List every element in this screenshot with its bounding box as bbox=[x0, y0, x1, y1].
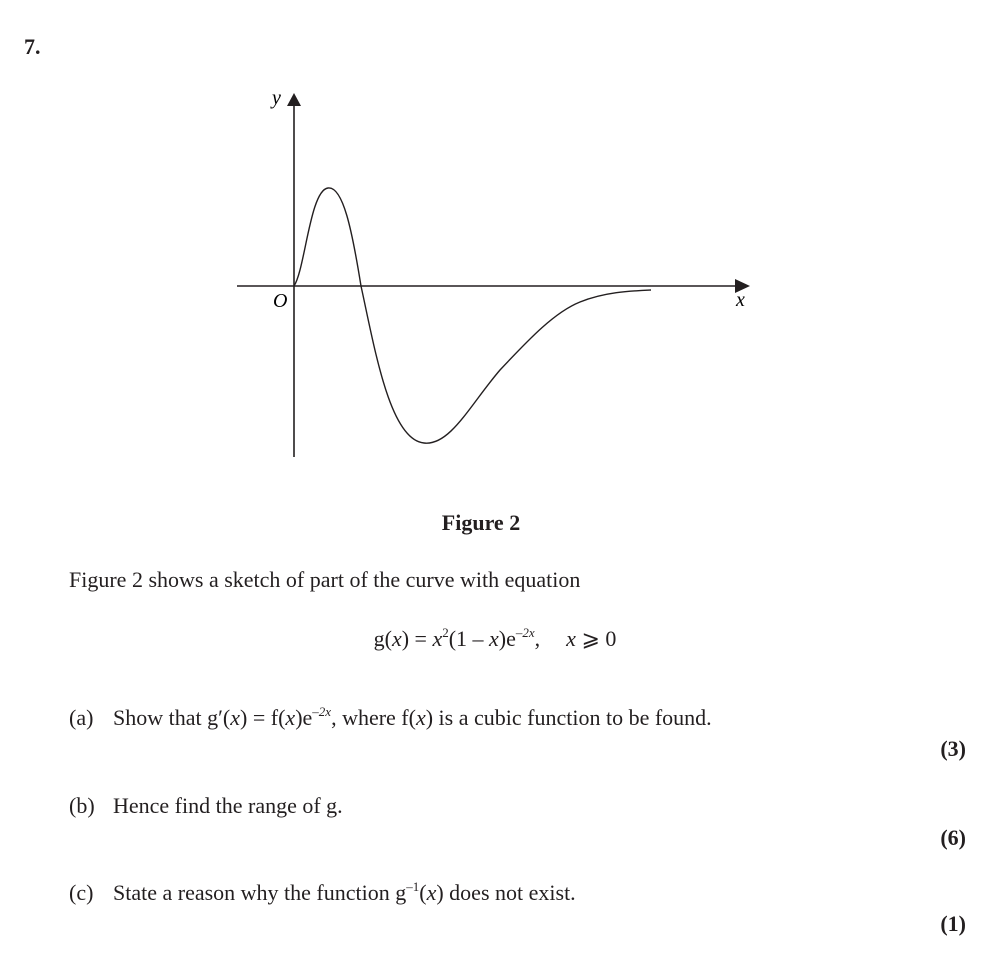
y-axis-arrowhead bbox=[287, 93, 301, 106]
intro-text: Figure 2 shows a sketch of part of the curve with equation bbox=[69, 567, 581, 592]
part-a-marks: (3) bbox=[940, 736, 966, 761]
part-a-label: (a) bbox=[69, 705, 94, 730]
origin-label: O bbox=[273, 290, 288, 312]
part-a: (a) Show that $g'(x) = f(x)e^{-2x}$, where f(x) is a cubic function to be found. bbox=[69, 704, 712, 730]
part-b-label: (b) bbox=[69, 793, 95, 818]
curve bbox=[294, 188, 651, 443]
part-c: (c) State a reason why the function $g^{-1}(x)$ does not exist. bbox=[69, 879, 576, 905]
part-c-marks: (1) bbox=[940, 911, 966, 936]
part-b: (b) Hence find the range of g. bbox=[69, 793, 343, 818]
question-number: 7. bbox=[24, 34, 41, 59]
part-b-marks: (6) bbox=[940, 825, 966, 850]
y-axis-label: y bbox=[272, 87, 281, 109]
figure-caption: Figure 2 bbox=[441, 510, 521, 535]
x-axis-label: x bbox=[736, 289, 745, 311]
equation: $g(x) = x^2(1 - x)e^{-2x}$, x ⩾ 0 bbox=[373, 625, 617, 651]
part-c-label: (c) bbox=[69, 880, 94, 905]
